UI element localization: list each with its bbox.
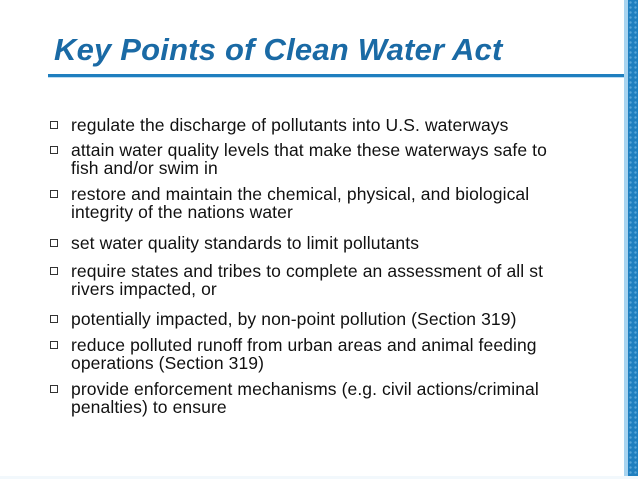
bullet-text: regulate the discharge of pollutants into U.S. waterways <box>71 115 509 135</box>
square-bullet-icon <box>50 341 58 349</box>
square-bullet-icon <box>50 146 58 154</box>
square-bullet-icon <box>50 267 58 275</box>
bullet-text: provide enforcement mechanisms (e.g. civil actions/criminal <box>71 379 539 399</box>
bullet-text: require states and tribes to complete an assessment of all st <box>71 261 544 281</box>
bullet-text: potentially impacted, by non-point pollution (Section 319) <box>71 309 517 329</box>
square-bullet-icon <box>50 190 58 198</box>
bullet-text: attain water quality levels that make these waterways safe to <box>71 140 547 160</box>
bullet-text: set water quality standards to limit pollutants <box>71 233 420 253</box>
square-bullet-icon <box>50 239 58 247</box>
bullet-text-continued: fish and/or swim in <box>71 158 218 178</box>
bullet-text: reduce polluted runoff from urban areas and animal feeding <box>71 335 537 355</box>
bullet-text-continued: penalties) to ensure <box>71 397 227 417</box>
square-bullet-icon <box>50 315 58 323</box>
bullet-text-continued: operations (Section 319) <box>71 353 265 373</box>
bullet-text-continued: rivers impacted, or <box>71 279 217 299</box>
bullet-text-continued: integrity of the nations water <box>71 202 293 222</box>
square-bullet-icon <box>50 385 58 393</box>
square-bullet-icon <box>50 121 58 129</box>
bullet-text: restore and maintain the chemical, physical, and biological <box>71 184 530 204</box>
slide-title: Key Points of Clean Water Act <box>54 32 503 67</box>
